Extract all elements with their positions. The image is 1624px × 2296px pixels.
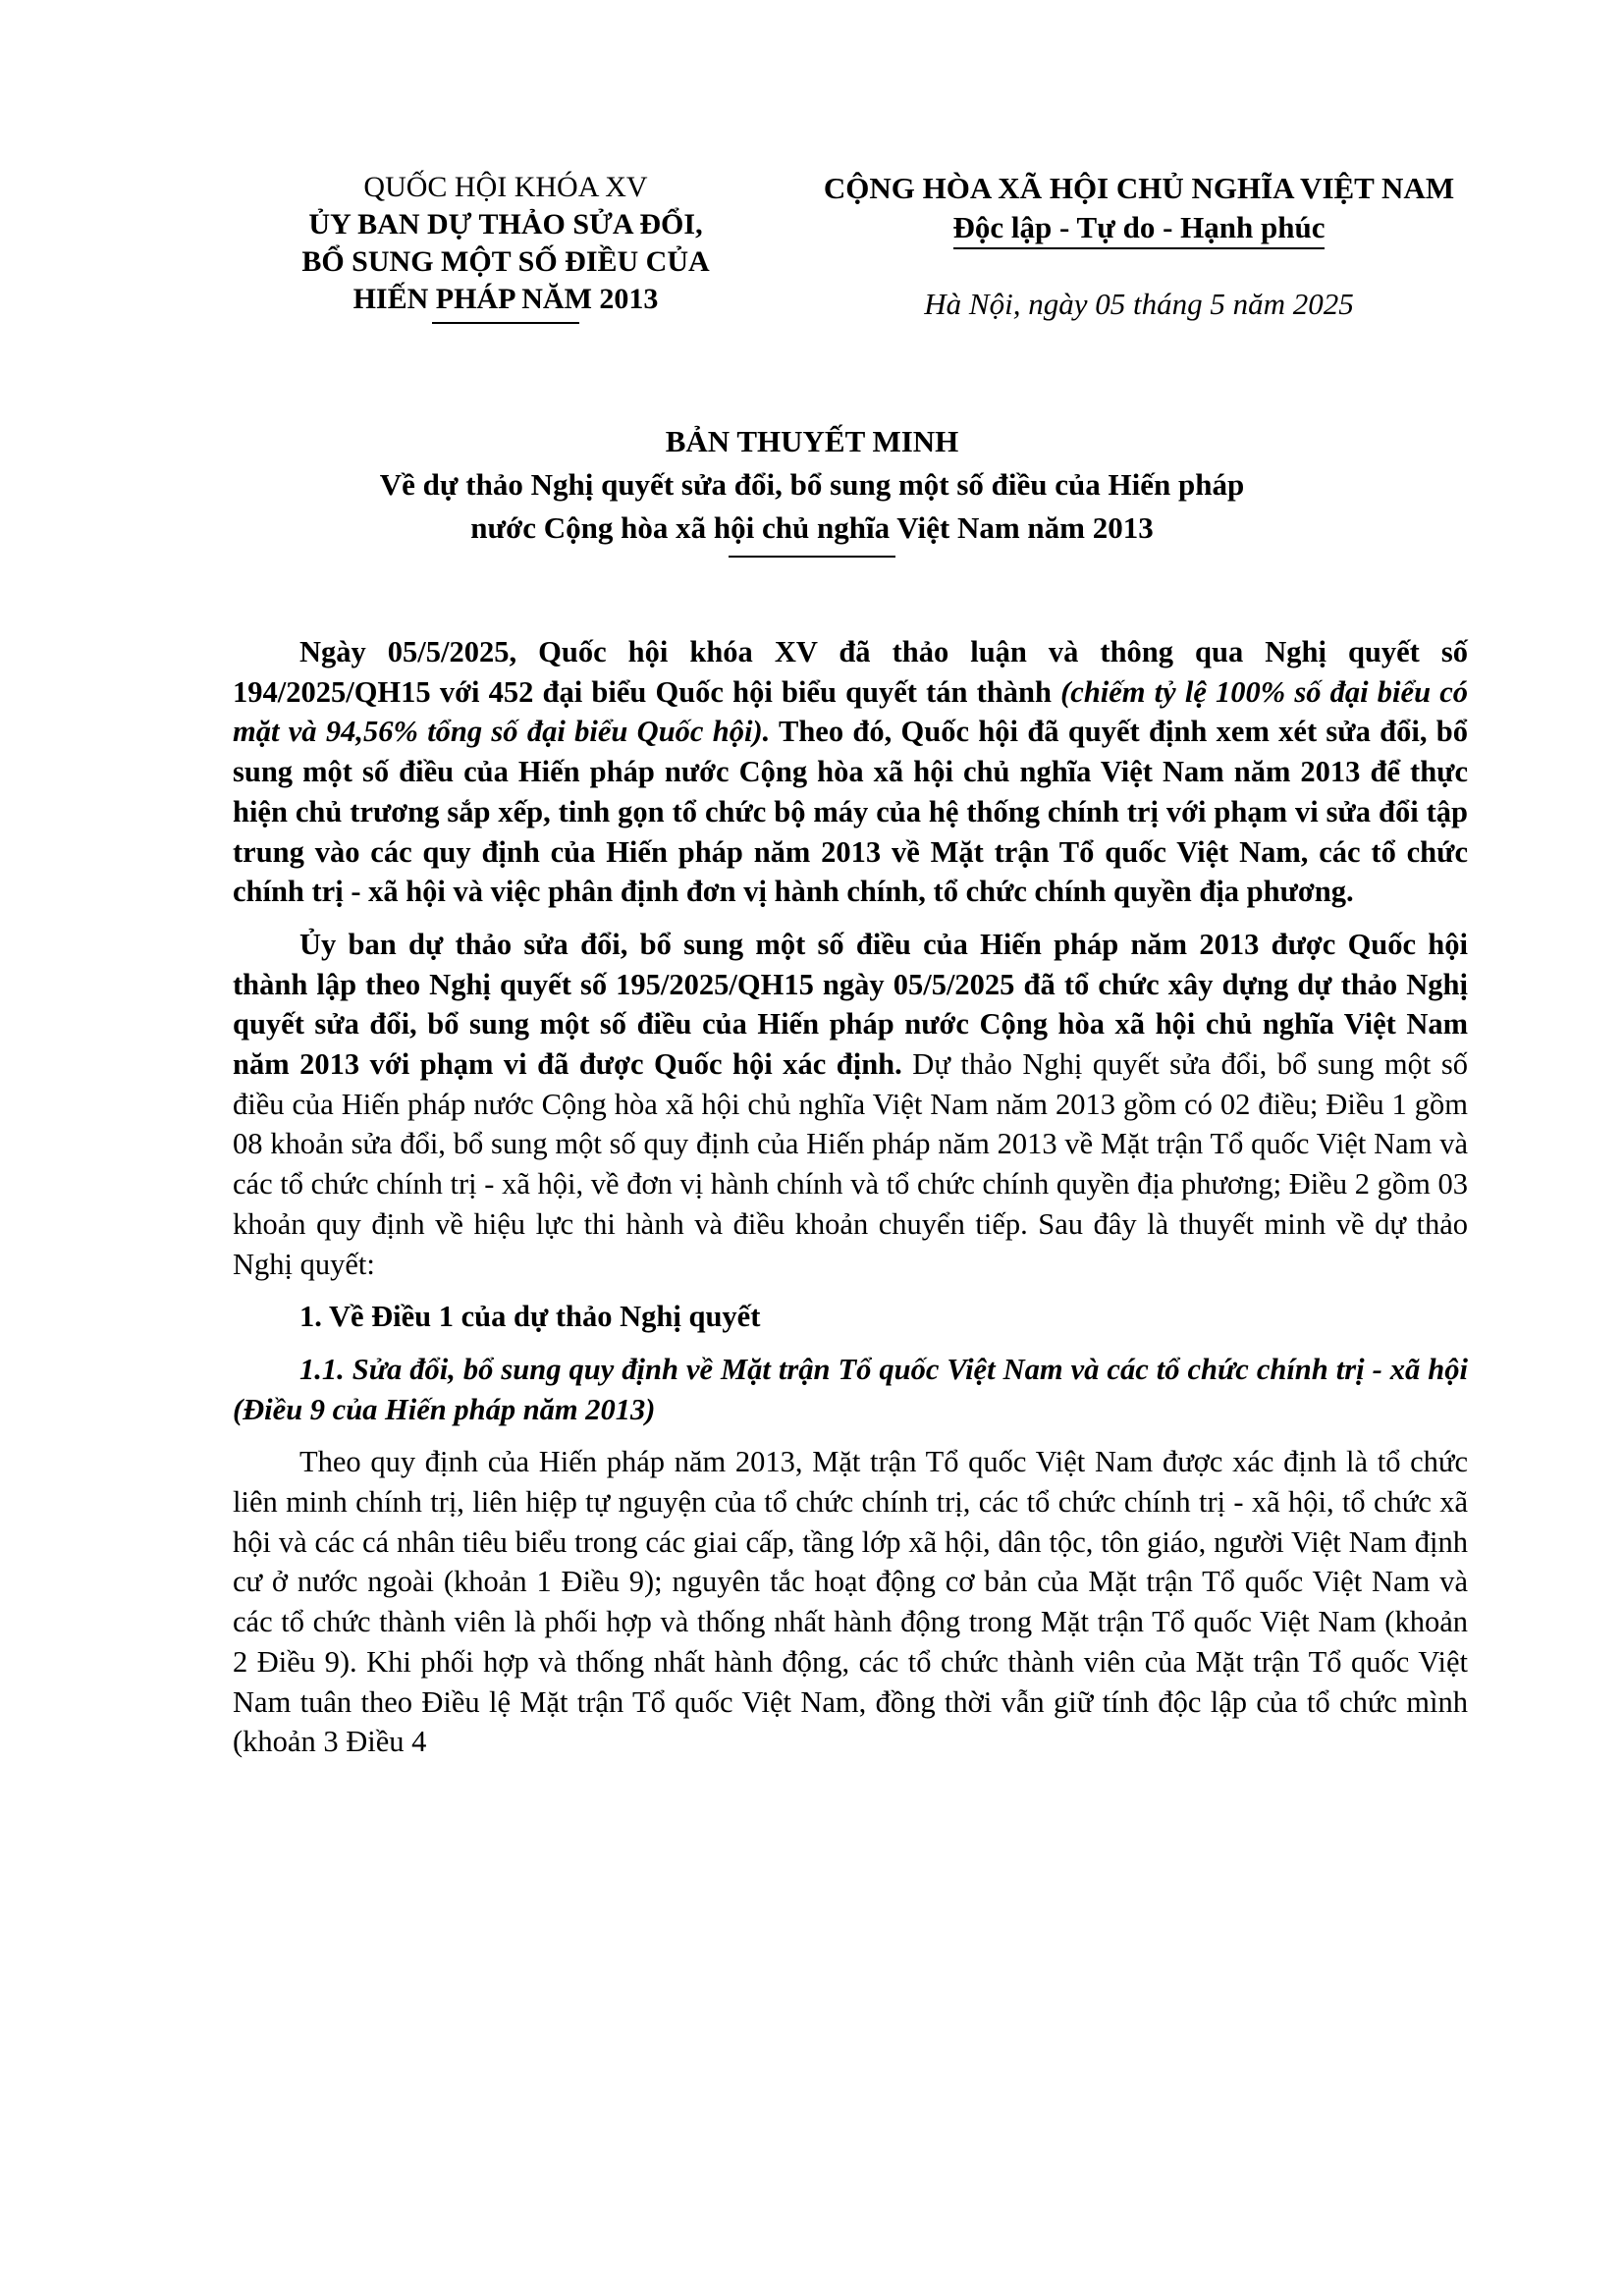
document-body	[233, 632, 1468, 1775]
organization-name-line: BỔ SUNG MỘT SỐ ĐIỀU CỦA	[301, 245, 710, 278]
paragraph-bold-text: Theo đó, Quốc hội đã quyết định xem xét sửa đổi, bổ sung một số điều của Hiến pháp nước Cộng hòa xã hội chủ nghĩa Việt Nam năm 2013 để thực hiện chủ trương sắp xếp, tinh gọn tổ chức bộ máy của hệ thống chính trị với phạm vi sửa đổi tập trung vào các quy định của Hiến pháp năm 2013 về Mặt trận Tổ quốc Việt Nam, các tổ chức chính trị - xã hội và việc phân định đơn vị hành chính, tổ chức chính quyền địa phương.	[233, 715, 1468, 909]
parent-organization: QUỐC HỘI KHÓA XV	[363, 171, 648, 203]
national-header	[785, 169, 1492, 324]
place-and-date: Hà Nội, ngày 05 tháng 5 năm 2025	[924, 287, 1354, 321]
paragraph-text: Dự thảo Nghị quyết sửa đổi, bổ sung một số điều của Hiến pháp nước Cộng hòa xã hội chủ nghĩa Việt Nam năm 2013 gồm có 02 điều; Điều 1 gồm 08 khoản sửa đổi, bổ sung một số quy định của Hiến pháp năm 2013 về Mặt trận Tổ quốc Việt Nam và các tổ chức chính trị - xã hội, về đơn vị hành chính và tổ chức chính quyền địa phương; Điều 2 gồm 03 khoản quy định về hiệu lực thi hành và điều khoản chuyển tiếp. Sau đây là thuyết minh về dự thảo Nghị quyết:	[233, 1047, 1468, 1281]
national-motto: Độc lập - Tự do - Hạnh phúc	[953, 210, 1326, 249]
paragraph-bold-text: Ngày 05/5/2025, Quốc hội khóa XV đã thảo luận và thông qua Nghị quyết số 194/2025/QH15 với 452 đại biểu Quốc hội biểu quyết tán thành	[233, 635, 1468, 709]
subsection-heading: 1.1. Sửa đổi, bổ sung quy định về Mặt trận Tổ quốc Việt Nam và các tổ chức chính trị - xã hội (Điều 9 của Hiến pháp năm 2013)	[233, 1352, 1468, 1426]
nation-name: CỘNG HÒA XÃ HỘI CHỦ NGHĨA VIỆT NAM	[823, 171, 1455, 205]
paragraph-bold-text: Ủy ban dự thảo sửa đổi, bổ sung một số điều của Hiến pháp năm 2013 được Quốc hội thành lập theo Nghị quyết số 195/2025/QH15 ngày 05/5/2025 đã tổ chức xây dựng dự thảo Nghị quyết sửa đổi, bổ sung một số điều của Hiến pháp nước Cộng hòa xã hội chủ nghĩa Việt Nam năm 2013 với phạm vi đã được Quốc hội xác định.	[233, 927, 1468, 1082]
paragraph	[233, 925, 1468, 1284]
title-line: Về dự thảo Nghị quyết sửa đổi, bổ sung một số điều của Hiến pháp	[379, 467, 1245, 502]
section-heading: 1. Về Điều 1 của dự thảo Nghị quyết	[299, 1300, 761, 1334]
paragraph: Theo quy định của Hiến pháp năm 2013, Mặt trận Tổ quốc Việt Nam được xác định là tổ chức liên minh chính trị, liên hiệp tự nguyện của tổ chức chính trị, các tổ chức chính trị - xã hội, tổ chức xã hội và các cá nhân tiêu biểu trong các giai cấp, tầng lớp xã hội, dân tộc, tôn giáo, người Việt Nam định cư ở nước ngoài (khoản 1 Điều 9); nguyên tắc hoạt động cơ bản của Mặt trận Tổ quốc Việt Nam và các tổ chức thành viên là phối hợp và thống nhất hành động trong Mặt trận Tổ quốc Việt Nam (khoản 2 Điều 9). Khi phối hợp và thống nhất hành động, các tổ chức thành viên của Mặt trận Tổ quốc Việt Nam tuân theo Điều lệ Mặt trận Tổ quốc Việt Nam, đồng thời vẫn giữ tính độc lập của tổ chức mình (khoản 3 Điều 4	[233, 1445, 1468, 1759]
issuing-authority	[285, 169, 727, 324]
title-line: BẢN THUYẾT MINH	[665, 424, 959, 458]
document-title	[196, 420, 1428, 558]
title-line: nước Cộng hòa xã hội chủ nghĩa Việt Nam năm 2013	[470, 510, 1154, 545]
paragraph	[233, 632, 1468, 912]
paragraph-bold-italic-text: (chiếm tỷ lệ 100% số đại biểu có mặt và 94,56% tổng số đại biểu Quốc hội).	[233, 674, 1468, 749]
header-divider	[432, 322, 579, 324]
title-divider	[729, 556, 895, 558]
organization-name-line: HIẾN PHÁP NĂM 2013	[352, 283, 659, 315]
organization-name-line: ỦY BAN DỰ THẢO SỬA ĐỔI,	[308, 208, 703, 240]
